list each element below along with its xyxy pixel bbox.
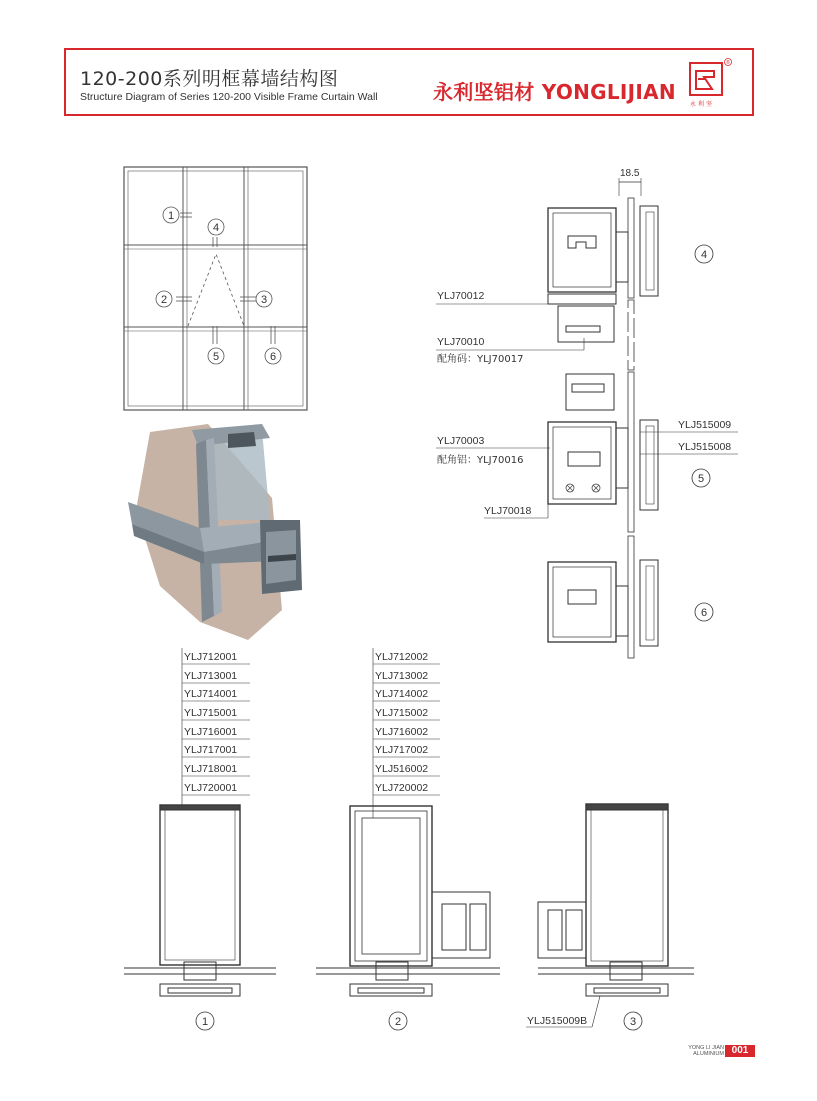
list-middle-item: YLJ720002 xyxy=(375,782,429,794)
list-left-item: YLJ713001 xyxy=(184,670,238,682)
callout-3: 3 xyxy=(260,293,268,306)
label-ylj515009b: YLJ515009B xyxy=(527,1015,588,1027)
list-middle-item: YLJ714002 xyxy=(375,688,429,700)
list-middle-item: YLJ516002 xyxy=(375,763,429,775)
callout-2-section: 2 xyxy=(394,1015,402,1028)
callout-4: 4 xyxy=(212,221,220,234)
list-left-item: YLJ715001 xyxy=(184,707,238,719)
list-left-item: YLJ720001 xyxy=(184,782,238,794)
list-left-item: YLJ717001 xyxy=(184,744,238,756)
callout-6-section: 6 xyxy=(700,606,708,619)
isometric-render xyxy=(128,424,302,640)
label-ylj515009: YLJ515009 xyxy=(678,419,732,431)
callout-1: 1 xyxy=(167,209,175,222)
vertical-section xyxy=(436,178,738,658)
footer-line-2: ALUMINIUM xyxy=(693,1051,724,1057)
footer-line-1: YONG LI JIAN xyxy=(688,1045,724,1051)
registered-mark: ® xyxy=(726,60,730,66)
list-left-item: YLJ714001 xyxy=(184,688,238,700)
label-corner-code: 配角码：YLJ70017 xyxy=(437,354,524,365)
label-corner-alu: 配角铝：YLJ70016 xyxy=(437,455,524,466)
label-ylj70018: YLJ70018 xyxy=(484,505,532,517)
callout-3-section: 3 xyxy=(629,1015,637,1028)
label-ylj70012: YLJ70012 xyxy=(437,290,485,302)
horizontal-sections xyxy=(124,804,694,1030)
label-ylj70003: YLJ70003 xyxy=(437,435,485,447)
callout-1-section: 1 xyxy=(201,1015,209,1028)
brand-name: 永利坚铝材 YONGLIJIAN xyxy=(433,80,676,104)
callout-4-section: 4 xyxy=(700,248,708,261)
list-left-item: YLJ718001 xyxy=(184,763,238,775)
list-middle-item: YLJ717002 xyxy=(375,744,429,756)
footer-brand xyxy=(688,1045,724,1057)
callout-6: 6 xyxy=(269,350,277,363)
label-ylj70010: YLJ70010 xyxy=(437,336,485,348)
logo-caption: 永利坚 xyxy=(690,101,715,108)
callout-2: 2 xyxy=(160,293,168,306)
page-number: 001 xyxy=(725,1045,755,1057)
callout-5-section: 5 xyxy=(697,472,705,485)
page-subtitle: Structure Diagram of Series 120-200 Visible Frame Curtain Wall xyxy=(80,91,378,103)
elevation-grid xyxy=(124,167,307,410)
list-middle-item: YLJ716002 xyxy=(375,726,429,738)
page-title: 120-200系列明框幕墙结构图 xyxy=(80,68,339,90)
list-left-item: YLJ712001 xyxy=(184,651,238,663)
callout-5: 5 xyxy=(212,350,220,363)
list-middle-item: YLJ713002 xyxy=(375,670,429,682)
list-middle-item: YLJ712002 xyxy=(375,651,429,663)
dimension-18-5: 18.5 xyxy=(620,168,640,179)
list-middle-item: YLJ715002 xyxy=(375,707,429,719)
label-ylj515008: YLJ515008 xyxy=(678,441,732,453)
list-left-item: YLJ716001 xyxy=(184,726,238,738)
